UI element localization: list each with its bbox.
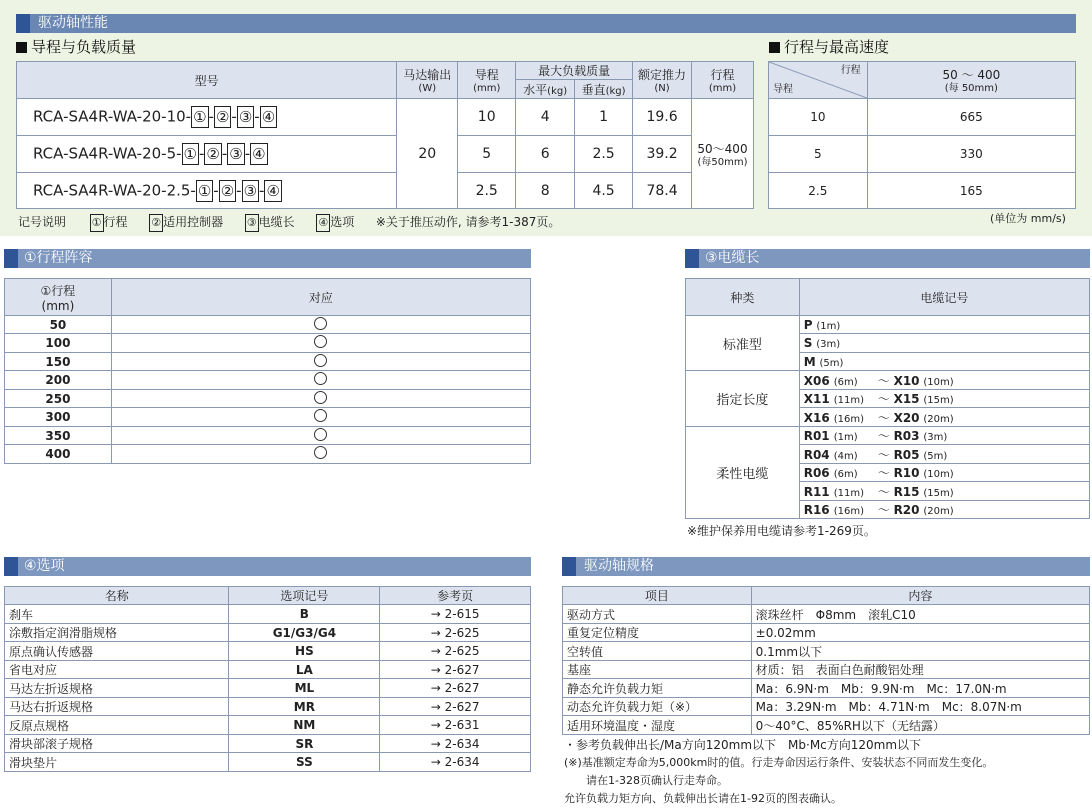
table-row: R16 (16m) ～ R20 (20m) bbox=[686, 501, 1090, 519]
table-row: 省电对应 LA → 2-627 bbox=[5, 661, 531, 679]
square-bullet-icon bbox=[769, 42, 780, 53]
table-row: 350 bbox=[5, 427, 531, 445]
model-cell: RCA-SA4R-WA-20-5- ① - ② - ③ - ④ bbox=[17, 136, 397, 173]
table-row: 250 bbox=[5, 390, 531, 408]
supported-mark-icon bbox=[314, 372, 327, 385]
table-row: 滑块垫片 SS → 2-634 bbox=[5, 753, 531, 772]
header-horizontal: 水平(kg) bbox=[516, 80, 575, 99]
table-row: 100 bbox=[5, 334, 531, 353]
table-row: R11 (11m) ～ R15 (15m) bbox=[686, 482, 1090, 501]
header-model: 型号 bbox=[17, 62, 397, 99]
table-row: 300 bbox=[5, 408, 531, 427]
table-row: 指定长度 X06 (6m) ～ X10 (10m) bbox=[686, 371, 1090, 390]
header-support: 对应 bbox=[111, 279, 530, 316]
header-lead: 导程 (mm) bbox=[458, 62, 516, 99]
header-payload: 最大负载质量 bbox=[516, 62, 633, 80]
table-row: S (3m) bbox=[686, 334, 1090, 353]
table-row: X11 (11m) ～ X15 (15m) bbox=[686, 390, 1090, 408]
table-row: 10 665 bbox=[769, 99, 1076, 136]
table-row: 重复定位精度 ±0.02mm bbox=[563, 624, 1090, 642]
speed-header: 50 ～ 400 (每 50mm) bbox=[867, 62, 1075, 99]
table-row: 基座 材质：铝 表面白色耐酸铝处理 bbox=[563, 661, 1090, 679]
header-thrust: 额定推力 (N) bbox=[633, 62, 692, 99]
table-row: 静态允许负载力矩 Ma：6.9N·m Mb：9.9N·m Mc：17.0N·m bbox=[563, 679, 1090, 698]
speed-table bbox=[768, 61, 1076, 209]
table-row: 动态允许负载力矩（※） Ma：3.29N·m Mb：4.71N·m Mc：8.07N·m bbox=[563, 698, 1090, 716]
table-row: M (5m) bbox=[686, 353, 1090, 371]
header-motor: 马达输出 (W) bbox=[397, 62, 458, 99]
table-row: 空转值 0.1mm以下 bbox=[563, 642, 1090, 661]
speed-unit: (单位为 mm/s) bbox=[990, 212, 1066, 225]
table-row: R06 (6m) ～ R10 (10m) bbox=[686, 464, 1090, 482]
table-row: 标准型 P (1m) bbox=[686, 316, 1090, 334]
table-row: R04 (4m) ～ R05 (5m) bbox=[686, 445, 1090, 464]
table-row: 50 bbox=[5, 316, 531, 334]
table-row: 2.5 165 bbox=[769, 173, 1076, 209]
supported-mark-icon bbox=[314, 428, 327, 441]
section-bar-options: ④选项 bbox=[4, 557, 531, 576]
table-row: RCA-SA4R-WA-20-2.5- ① - ② - ③ - ④ 2.5 8 4.5 78.4 bbox=[17, 173, 754, 209]
section-bar-cable: ③电缆长 bbox=[685, 249, 1090, 268]
header-stroke: 行程 (mm) bbox=[692, 62, 754, 99]
table-row: 马达左折返规格 ML → 2-627 bbox=[5, 679, 531, 698]
model-cell: RCA-SA4R-WA-20-10- ① - ② - ③ - ④ bbox=[17, 99, 397, 136]
table-row: 原点确认传感器 HS → 2-625 bbox=[5, 642, 531, 661]
cable-note: ※维护保养用电缆请参考1-269页。 bbox=[687, 524, 876, 538]
table-row: 150 bbox=[5, 353, 531, 371]
table-row: 涂敷指定润滑脂规格 G1/G3/G4 → 2-625 bbox=[5, 624, 531, 642]
table-row: 400 bbox=[5, 445, 531, 464]
spec-table: 项目 内容 驱动方式 滚珠丝杆 Φ8mm 滚轧C10 重复定位精度 ±0.02mm 空转值 0.1mm以下 基座 材质：铝 表面白色耐酸铝处理 静态允许负载力矩 Ma：6.9N·m Mb：9.9N·m Mc：17.0N·m 动态允许负载力矩（※） Ma：3.29N·m Mb：4.71N·m Mc：8.07N·m 适用环境温度・湿度 0～40°C、85%RH以下（无结露） bbox=[562, 586, 1090, 735]
table-row: 200 bbox=[5, 371, 531, 390]
table-row: X16 (16m) ～ X20 (20m) bbox=[686, 408, 1090, 427]
spec-note-1: ・参考负载伸出长/Ma方向120mm以下 Mb·Mc方向120mm以下 bbox=[564, 738, 922, 752]
speed-corner-cell: 行程 导程 bbox=[769, 62, 868, 99]
table-row: 适用环境温度・湿度 0～40°C、85%RH以下（无结露） bbox=[563, 716, 1090, 735]
header-stroke-mm: ①行程 (mm) bbox=[5, 279, 112, 316]
options-table: 名称 选项记号 参考页 刹车 B → 2-615 涂敷指定润滑脂规格 G1/G3/G4 → 2-625 原点确认传感器 HS → 2-625 省电对应 LA → 2-627 马达左折返规格 ML → 2-627 马达右折返规格 MR → 2-627 反原点规格 NM → 2-631 滑块部滚子规格 SR → 2-634 滑块垫片 SS → 2-634 bbox=[4, 586, 531, 772]
section-bar-performance bbox=[16, 14, 1076, 33]
subheading-lead-payload: 导程与负载质量 bbox=[16, 38, 136, 56]
legend-line: 记号说明 ① 行程 ② 适用控制器 ③ 电缆长 ④ 选项 ※关于推压动作, 请参考1-387页。 bbox=[18, 213, 560, 232]
model-cell: RCA-SA4R-WA-20-2.5- ① - ② - ③ - ④ bbox=[17, 173, 397, 209]
section-bar-stroke: ①行程阵容 bbox=[4, 249, 531, 268]
spec-note-2: (※)基准额定寿命为5,000km时的值。行走寿命因运行条件、安装状态不同而发生变化。 bbox=[564, 756, 994, 769]
supported-mark-icon bbox=[314, 335, 327, 348]
table-row: RCA-SA4R-WA-20-10- ① - ② - ③ - ④ 20 10 4 1 19.6 50～400 (每50mm) bbox=[17, 99, 754, 136]
table-row: RCA-SA4R-WA-20-5- ① - ② - ③ - ④ 5 6 2.5 39.2 bbox=[17, 136, 754, 173]
table-row: 柔性电缆 R01 (1m) ～ R03 (3m) bbox=[686, 427, 1090, 445]
supported-mark-icon bbox=[314, 317, 327, 330]
cable-table: 种类 电缆记号 标准型 P (1m) S (3m) M (5m) 指定长度 X06 (6m) ～ X10 (10m) X11 (11m) ～ X15 (15m) X16 (16m) ～ X20 (20m) 柔性电缆 R01 (1m) ～ R03 (3m) R04 (4m) ～ R05 (5m) R06 (6m) ～ R10 (10m) R11 (11m) ～ R15 (15m) R16 (16m) ～ R20 (20m) bbox=[685, 278, 1090, 519]
motor-value: 20 bbox=[397, 99, 458, 209]
table-row: 滑块部滚子规格 SR → 2-634 bbox=[5, 735, 531, 753]
header-vertical: 垂直(kg) bbox=[575, 80, 633, 99]
stroke-value: 50～400 (每50mm) bbox=[692, 99, 754, 209]
supported-mark-icon bbox=[314, 391, 327, 404]
lead-payload-table bbox=[16, 61, 754, 209]
section-bar-spec: 驱动轴规格 bbox=[562, 557, 1090, 576]
supported-mark-icon bbox=[314, 446, 327, 459]
table-row: 刹车 B → 2-615 bbox=[5, 605, 531, 624]
supported-mark-icon bbox=[314, 409, 327, 422]
supported-mark-icon bbox=[314, 354, 327, 367]
spec-note-3: 请在1-328页确认行走寿命。 bbox=[564, 774, 728, 787]
table-row: 马达右折返规格 MR → 2-627 bbox=[5, 698, 531, 716]
spec-note-4: 允许负载力矩方向、负载伸出长请在1-92页的图表确认。 bbox=[564, 792, 842, 805]
table-row: 5 330 bbox=[769, 136, 1076, 173]
square-bullet-icon bbox=[16, 42, 27, 53]
stroke-table bbox=[4, 278, 531, 464]
section-title: 驱动轴性能 bbox=[38, 15, 108, 31]
table-row: 驱动方式 滚珠丝杆 Φ8mm 滚轧C10 bbox=[563, 605, 1090, 624]
subheading-speed: 行程与最高速度 bbox=[769, 38, 889, 56]
table-row: 反原点规格 NM → 2-631 bbox=[5, 716, 531, 735]
